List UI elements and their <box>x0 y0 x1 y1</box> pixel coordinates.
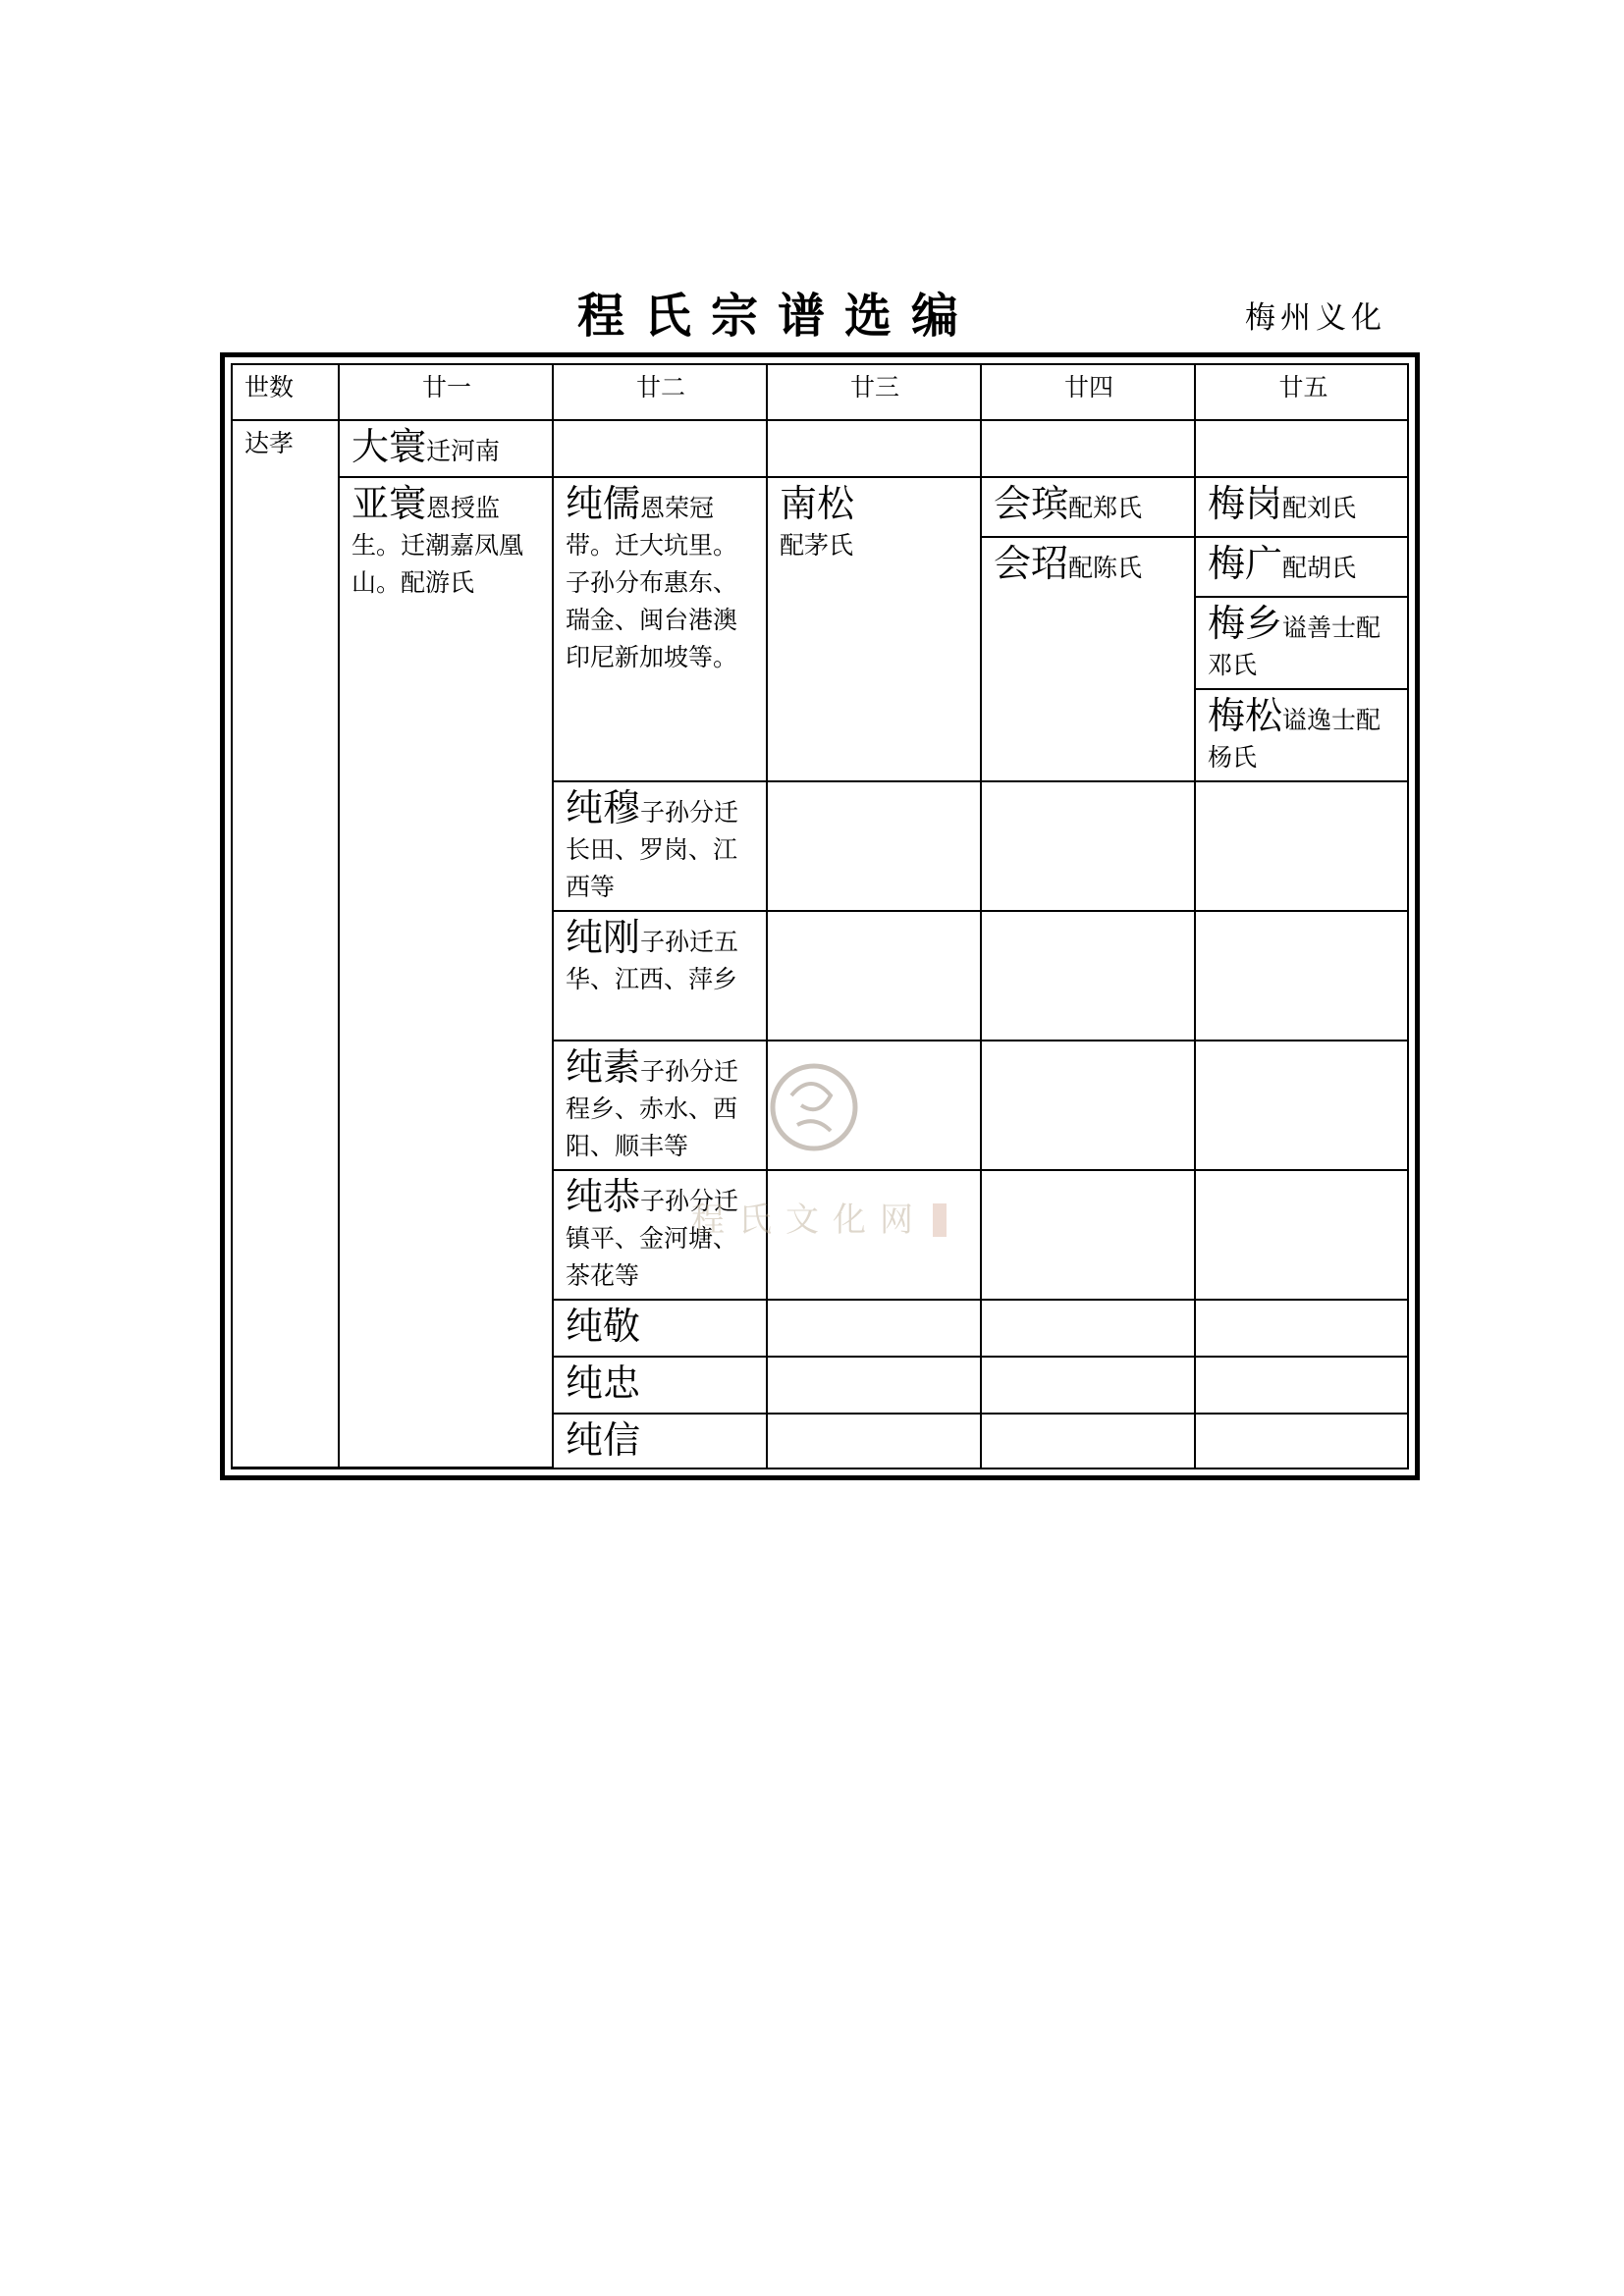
genealogy-frame <box>220 352 1420 1480</box>
empty-cell <box>1195 1357 1409 1414</box>
person-name: 纯恭 <box>566 1175 641 1218</box>
person-note: 谥逸士配杨氏 <box>1208 706 1381 772</box>
person-cell <box>553 911 767 1041</box>
person-note: 谥善士配邓氏 <box>1208 614 1381 679</box>
column-header-25: 廿五 <box>1195 365 1409 420</box>
person-note: 配陈氏 <box>1068 554 1143 582</box>
person-note: 配茅氏 <box>780 531 854 560</box>
empty-cell <box>767 911 981 1041</box>
person-name: 亚寰 <box>352 482 427 525</box>
empty-cell <box>553 420 767 477</box>
person-name: 纯素 <box>566 1045 641 1089</box>
genealogy-table <box>233 365 1409 1468</box>
empty-cell <box>1195 1041 1409 1170</box>
person-name: 纯穆 <box>566 786 641 829</box>
person-name: 纯刚 <box>566 916 641 959</box>
person-cell <box>553 781 767 911</box>
person-name: 纯忠 <box>566 1362 641 1405</box>
person-note: 恩授监生。迁潮嘉凤凰山。配游氏 <box>352 494 524 597</box>
person-cell <box>1195 689 1409 781</box>
empty-cell <box>767 781 981 911</box>
person-name: 南松 <box>780 482 855 525</box>
watermark-text: 程氏文化网 <box>691 1201 927 1240</box>
empty-cell <box>981 911 1195 1041</box>
person-note: 配郑氏 <box>1068 494 1143 522</box>
empty-cell <box>1195 911 1409 1041</box>
person-name: 纯信 <box>566 1418 641 1462</box>
brand-text: 梅州义化 <box>1245 300 1386 336</box>
person-note: 配胡氏 <box>1282 554 1357 582</box>
empty-cell <box>1195 420 1409 477</box>
person-name: 会瑸 <box>994 482 1069 525</box>
person-cell <box>339 477 553 1468</box>
person-note: 子孙分迁镇平、金河塘、茶花等 <box>566 1187 739 1290</box>
genealogy-inner-border <box>231 363 1409 1469</box>
empty-cell <box>981 1041 1195 1170</box>
person-cell <box>1195 597 1409 689</box>
empty-cell <box>767 1414 981 1468</box>
person-cell <box>767 477 981 781</box>
person-cell <box>981 477 1195 537</box>
person-note: 子孙迁五华、江西、萍乡 <box>566 928 739 993</box>
person-name: 梅岗 <box>1208 482 1283 525</box>
empty-cell <box>767 1300 981 1357</box>
person-note: 迁河南 <box>426 437 501 465</box>
person-note: 子孙分迁程乡、赤水、西阳、顺丰等 <box>566 1057 739 1160</box>
table-row <box>233 420 1409 477</box>
empty-cell <box>767 1357 981 1414</box>
person-cell <box>339 420 553 477</box>
empty-cell <box>1195 781 1409 911</box>
empty-cell <box>767 420 981 477</box>
header-row <box>233 365 1409 420</box>
empty-cell <box>981 1170 1195 1300</box>
person-cell <box>553 1414 767 1468</box>
person-cell <box>1195 477 1409 537</box>
person-cell <box>553 477 767 781</box>
person-name: 大寰 <box>352 425 427 468</box>
person-cell <box>553 1357 767 1414</box>
empty-cell <box>1195 1170 1409 1300</box>
empty-cell <box>981 1414 1195 1468</box>
person-cell <box>553 1300 767 1357</box>
empty-cell <box>981 420 1195 477</box>
person-note: 子孙分迁长田、罗岗、江西等 <box>566 798 739 901</box>
person-cell <box>553 1170 767 1300</box>
person-cell <box>981 537 1195 781</box>
person-name: 梅松 <box>1208 694 1283 737</box>
empty-cell <box>1195 1300 1409 1357</box>
column-header-21: 廿一 <box>339 365 553 420</box>
person-note: 配刘氏 <box>1282 494 1357 522</box>
person-name: 纯敬 <box>566 1305 641 1348</box>
person-cell <box>1195 537 1409 597</box>
empty-cell <box>981 1300 1195 1357</box>
empty-cell <box>981 1357 1195 1414</box>
page-title: 程氏宗谱选编 <box>577 289 979 344</box>
ancestor-cell: 达孝 <box>233 420 339 1468</box>
person-name: 会玿 <box>994 542 1069 585</box>
person-name: 梅广 <box>1208 542 1283 585</box>
empty-cell <box>981 781 1195 911</box>
column-header-generation: 世数 <box>233 365 339 420</box>
empty-cell <box>767 1170 981 1300</box>
person-name: 梅乡 <box>1208 602 1283 645</box>
person-name: 纯儒 <box>566 482 641 525</box>
column-header-23: 廿三 <box>767 365 981 420</box>
person-cell <box>553 1041 767 1170</box>
empty-cell <box>1195 1414 1409 1468</box>
person-note: 恩荣冠带。迁大坑里。子孙分布惠东、瑞金、闽台港澳印尼新加坡等。 <box>566 494 738 671</box>
empty-cell <box>767 1041 981 1170</box>
table-row <box>233 477 1409 537</box>
column-header-24: 廿四 <box>981 365 1195 420</box>
column-header-22: 廿二 <box>553 365 767 420</box>
